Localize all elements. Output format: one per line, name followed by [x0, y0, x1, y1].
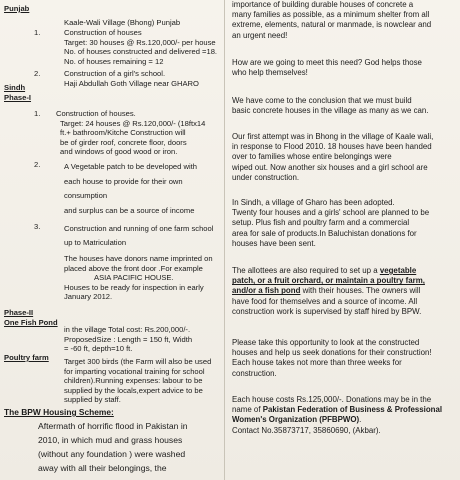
sindh-phase1-heading: Phase-I	[4, 92, 32, 102]
sindh-item1-line: Construction of houses.	[56, 109, 136, 118]
allottees-text: The allottees are also required to set up a	[232, 266, 380, 275]
sindh-heading-line: Sindh	[4, 83, 26, 92]
column-divider	[224, 0, 225, 480]
highlight-vegetable: vegetable	[379, 266, 417, 275]
paragraph-line: Each house takes not more than three weeks for	[232, 358, 402, 368]
paragraph-line: importance of building durable houses of concrete a	[232, 0, 414, 9]
punjab-item1-line: Target: 30 houses @ Rs.120,000/- per house	[64, 37, 216, 47]
sindh-item2	[64, 160, 197, 218]
paragraph-line: Our first attempt was in Bhong in the village of Kaale wali,	[232, 132, 434, 141]
punjab-item2	[64, 69, 199, 88]
sindh-item1-line: be of girder roof, concrete floor, doors	[60, 137, 187, 147]
paragraph-question	[232, 58, 422, 78]
paragraph-first-attempt	[232, 132, 433, 183]
fish-pond-line: = -60 ft, depth=10 ft.	[64, 344, 133, 354]
paragraph-line: Please take this opportunity to look at the constructed	[232, 338, 420, 347]
allottees-text: with their houses. The owners will	[300, 286, 421, 296]
poultry-heading: Poultry farm	[4, 353, 49, 362]
paragraph-line	[232, 415, 442, 425]
sindh-item2-line: A Vegetable patch to be developed with	[64, 162, 197, 171]
organization-name: Women's Organization (PFBPWO)	[232, 415, 360, 425]
sindh-item1	[56, 109, 205, 157]
paragraph-line: Each house costs Rs.125,000/-. Donations may be in the	[232, 395, 432, 404]
poultry-line: supplied by the locals,expert advice to be	[64, 385, 203, 395]
paragraph-line: extreme, elements, natural or manmade, is nowclear and	[232, 20, 432, 30]
contact-line: Contact No.35873717, 35860690, (Akbar).	[232, 425, 381, 435]
paragraph-line: who help themselves!	[232, 68, 308, 78]
paragraph-line: wiped out. Now another six houses and a girl school are	[232, 162, 428, 172]
organization-name: Pakistan Federation of Business & Professional	[262, 405, 443, 415]
poultry-line: supplied by staff.	[64, 395, 121, 405]
paragraph-line: houses have been sent.	[232, 238, 316, 248]
punjab-heading: Punjab	[4, 4, 30, 13]
punjab-item1-number: 1.	[34, 28, 41, 37]
paragraph-donations	[232, 395, 442, 436]
punjab-item2-line: Haji Abdullah Goth Village near GHARO	[64, 78, 199, 88]
paragraph-line: area for sale of products.In Baluchistan donations for	[232, 228, 417, 238]
paragraph-line: construction work is supervised by staff hired by BPW.	[232, 306, 422, 316]
paragraph-line: an urgent need!	[232, 30, 288, 40]
highlight-fish-pond: and/or a fish pond	[232, 286, 301, 296]
sindh-item1-line: ft.+ bathroom/Kitche Construction will	[60, 128, 186, 138]
paragraph-line: basic concrete houses in the village as many as we can.	[232, 106, 429, 116]
bpw-heading: The BPW Housing Scheme:	[4, 407, 114, 417]
paragraph-line: How are we going to meet this need? God helps those	[232, 58, 422, 67]
fish-pond-line: in the village Total cost: Rs.200,000/-.	[64, 325, 191, 334]
punjab-item2-number: 2.	[34, 69, 41, 78]
paragraph-line: many families as possible, as a minimum shelter from all	[232, 10, 430, 20]
paragraph-allottees	[232, 266, 425, 317]
donors-line: January 2012.	[64, 292, 113, 302]
paragraph-line: setup. Plus fish and poultry farm and a commercial	[232, 218, 410, 228]
sindh-item2-number: 2.	[34, 160, 41, 169]
paragraph-line: Twenty four houses and a girls' school are planned to be	[232, 208, 430, 218]
bpw-line: 2010, in which mud and grass houses	[38, 435, 183, 445]
punjab-village: Kaale-Wali Village (Bhong) Punjab	[64, 18, 181, 27]
donations-text: .	[359, 415, 362, 425]
fish-pond-line: ProposedSize : Length = 150 ft, Width	[64, 334, 193, 344]
paragraph-line	[232, 405, 442, 415]
sindh-item2-line: and surplus can be a source of income	[64, 205, 195, 215]
bpw-intro	[38, 419, 188, 475]
poultry-line: Target 300 birds (the Farm will also be used	[64, 357, 212, 366]
sindh-item3-line: up to Matriculation	[64, 238, 127, 247]
bpw-line: away with all their belongings, the	[38, 463, 167, 473]
paragraph-line: over to families whose entire belongings were	[232, 152, 392, 162]
paragraph-line: in response to Flood 2010. 18 houses have been handed	[232, 142, 432, 152]
paragraph-sindh	[232, 198, 429, 249]
phase2-heading-line: Phase-II	[4, 308, 34, 317]
paragraph-line: In Sindh, a village of Gharo has been adopted.	[232, 198, 395, 207]
poultry-line: children).Running expenses: labour to be	[64, 376, 203, 386]
bpw-line: (without any foundation ) were washed	[38, 449, 186, 459]
bpw-line: Aftermath of horrific flood in Pakistan in	[38, 421, 188, 431]
paragraph-line: houses and help us seek donations for their construction!	[232, 348, 432, 358]
phase2-heading	[4, 308, 58, 327]
punjab-item2-line: Construction of a girl's school.	[64, 69, 166, 78]
sindh-item3	[64, 222, 213, 250]
poultry-line: for imparting vocational training for school	[64, 366, 205, 376]
paragraph-importance	[232, 0, 431, 41]
poultry-details	[64, 357, 211, 405]
paragraph-line: construction.	[232, 368, 277, 378]
fish-pond-details	[64, 325, 192, 354]
paragraph-line	[232, 276, 425, 286]
highlight-orchard-poultry: patch, or a fruit orchard, or maintain a poultry farm,	[232, 276, 425, 286]
sindh-item1-line: Target: 24 houses @ Rs.120,000/- (18ftx14	[60, 118, 206, 128]
paragraph-line: have food for themselves and a source of income. All	[232, 296, 418, 306]
punjab-item1-line: Construction of houses	[64, 28, 142, 37]
sindh-item2-line: each house to provide for their own	[64, 176, 183, 186]
donors-line: placed above the front door .For example	[64, 263, 203, 273]
punjab-item1	[64, 28, 217, 66]
donors-line: ASIA PACIFIC HOUSE.	[94, 273, 174, 283]
donors-line: Houses to be ready for inspection in early	[64, 282, 204, 292]
fish-pond-heading: One Fish Pond	[4, 317, 58, 327]
sindh-item3-number: 3.	[34, 222, 41, 231]
sindh-heading	[4, 83, 31, 102]
donations-text: name of	[232, 405, 263, 415]
donors-line: The houses have donors name imprinted on	[64, 254, 213, 263]
paragraph-opportunity	[232, 338, 432, 379]
paragraph-conclusion	[232, 96, 429, 116]
punjab-item1-line: No. of houses remaining = 12	[64, 56, 164, 66]
paragraph-line: We have come to the conclusion that we must build	[232, 96, 412, 105]
paragraph-line: under construction.	[232, 172, 300, 182]
donors-note	[64, 254, 213, 302]
sindh-item2-line: consumption	[64, 191, 108, 200]
paragraph-line	[232, 266, 425, 276]
paragraph-line	[232, 286, 425, 296]
sindh-item3-line: Construction and running of one farm school	[64, 224, 214, 233]
punjab-item1-line: No. of houses constructed and delivered =18.	[64, 47, 218, 57]
sindh-item1-line: and windows of good wood or iron.	[60, 147, 178, 157]
sindh-item1-number: 1.	[34, 109, 41, 118]
